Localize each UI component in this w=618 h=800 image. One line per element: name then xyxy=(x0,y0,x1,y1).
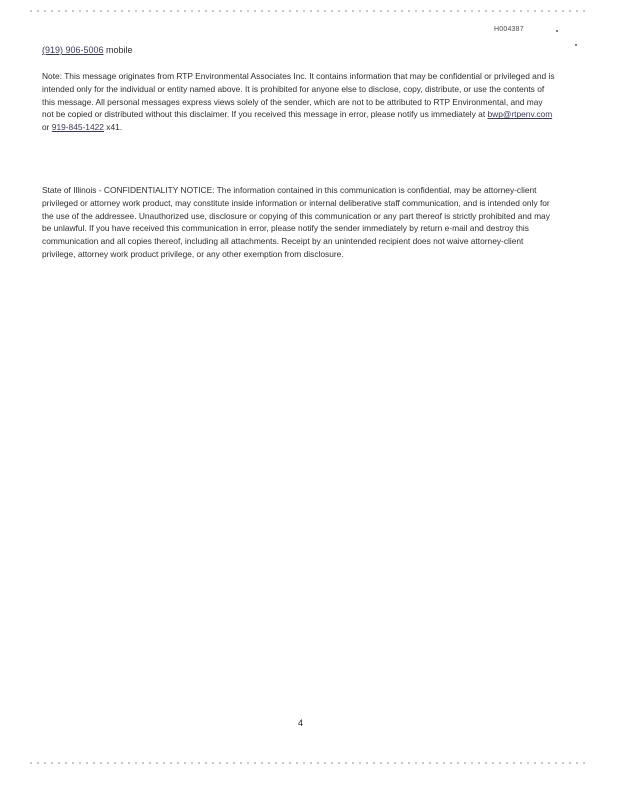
note-connector: or xyxy=(42,122,52,133)
document-id: H004387 xyxy=(494,26,524,33)
mobile-phone-link[interactable]: (919) 906-5006 xyxy=(42,45,104,55)
page-number: 4 xyxy=(298,718,304,728)
mobile-label: mobile xyxy=(103,45,133,55)
email-link[interactable]: bwp@rtpenv.com xyxy=(487,109,553,120)
confidentiality-notice: State of Illinois - CONFIDENTIALITY NOTICE: The information contained in this communication is confidential, may be attorney-client privileged or attorney work product, may constitute inside information or internal deliberative staff communication, and is intended only for the use of the addressee. Unauthorized use, disclosure or copying of this communication or any part thereof is strictly prohibited and may be unlawful. If you have received this communication in error, please notify the sender immediately by return e-mail and destroy this communication and all copies thereof, including all attachments. Receipt by an unintended recipient does not waive attorney-client privilege, attorney work product privilege, or any other exemption from disclosure. xyxy=(42,185,550,259)
mobile-contact xyxy=(42,45,133,55)
note-text: Note: This message originates from RTP Environmental Associates Inc. It contains information that may be confidential or privileged and is intended only for the individual or entity named above. It is prohibited for anyone else to disclose, copy, distribute, or use the contents of this message. All personal messages express views solely of the sender, which are not to be attributed to RTP Environmental, and may not be copied or distributed without this disclaimer. If you received this message in error, please notify us immediately at xyxy=(42,71,555,120)
phone-link[interactable]: 919-845-1422 xyxy=(51,122,104,133)
scan-mark xyxy=(556,30,558,32)
scan-mark xyxy=(575,44,577,46)
disclaimer-note xyxy=(42,70,556,134)
scan-edge-top xyxy=(30,10,588,12)
scan-edge-bottom xyxy=(30,762,588,764)
phone-extension: x41. xyxy=(103,122,123,133)
